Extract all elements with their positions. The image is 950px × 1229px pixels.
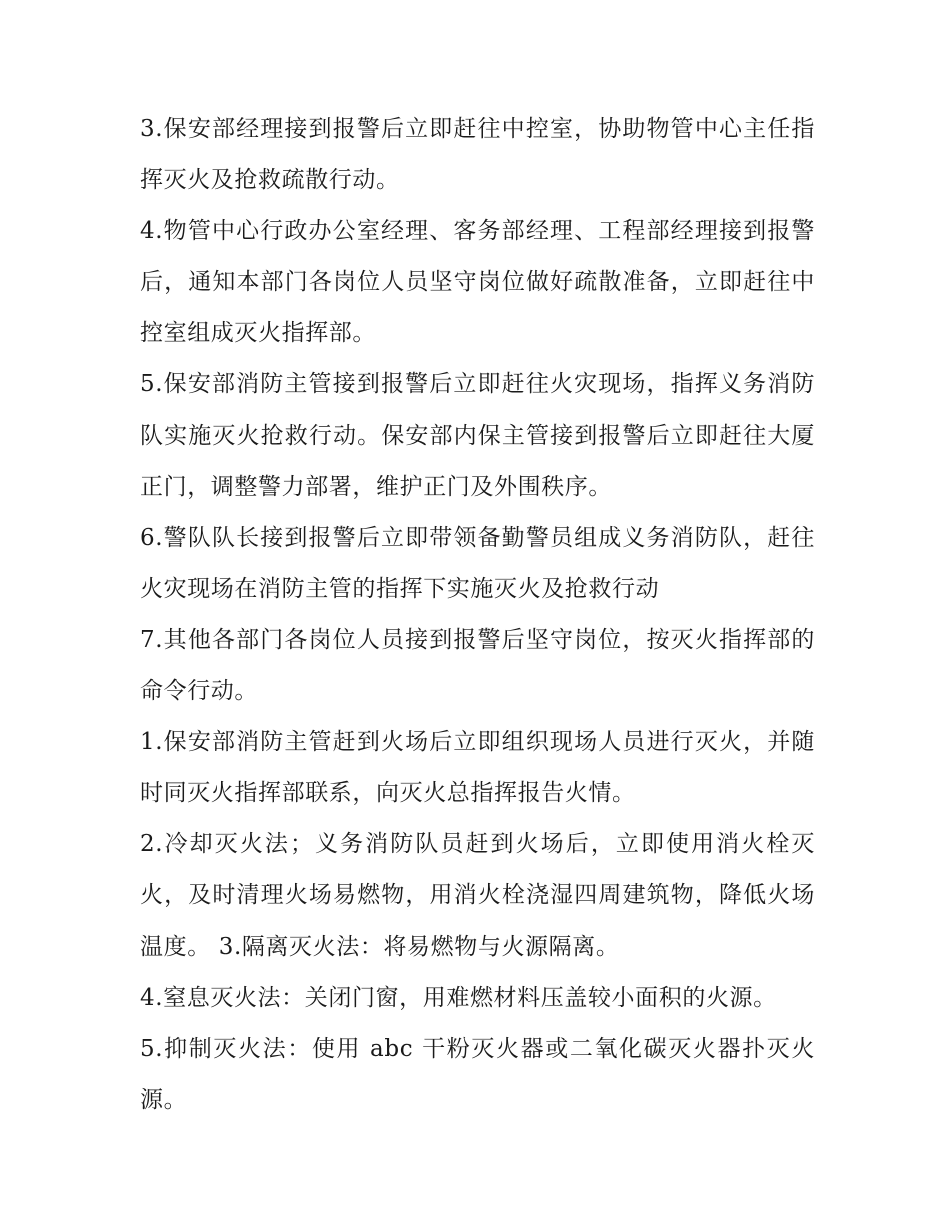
paragraph-item-7-other-departments: 7.其他各部门各岗位人员接到报警后坚守岗位，按灭火指挥部的命令行动。 [140,626,815,705]
paragraph-method-1-organize-firefighting: 1.保安部消防主管赶到火场后立即组织现场人员进行灭火，并随时同灭火指挥部联系，向灭火总指挥报告火情。 [140,729,815,807]
paragraph-item-3-security-manager: 3.保安部经理接到报警后立即赶往中控室，协助物管中心主任指挥灭火及抢救疏散行动。 [140,116,815,194]
paragraph-method-4-smothering: 4.窒息灭火法：关闭门窗，用难燃材料压盖较小面积的火源。 [140,984,777,1011]
paragraph-item-4-department-managers: 4.物管中心行政办公室经理、客务部经理、工程部经理接到报警后，通知本部门各岗位人员坚守岗位做好疏散准备，立即赶往中控室组成灭火指挥部。 [140,218,815,347]
paragraph-item-5-fire-supervisor: 5.保安部消防主管接到报警后立即赶往火灾现场，指挥义务消防队实施灭火抢救行动。保安部内保主管接到报警后立即赶往大厦正门，调整警力部署，维护正门及外围秩序。 [140,371,815,500]
document-body [140,104,815,1126]
paragraph-method-5-suppression: 5.抑制灭火法：使用 abc 干粉灭火器或二氧化碳灭火器扑灭火源。 [140,1035,815,1113]
paragraph-item-6-guard-captain: 6.警队队长接到报警后立即带领备勤警员组成义务消防队，赶往火灾现场在消防主管的指挥下实施灭火及抢救行动 [140,524,815,602]
paragraph-method-2-cooling: 2.冷却灭火法；义务消防队员赶到火场后，立即使用消火栓灭火，及时清理火场易燃物，用消火栓浇湿四周建筑物，降低火场温度。 3.隔离灭火法：将易燃物与火源隔离。 [140,831,815,960]
